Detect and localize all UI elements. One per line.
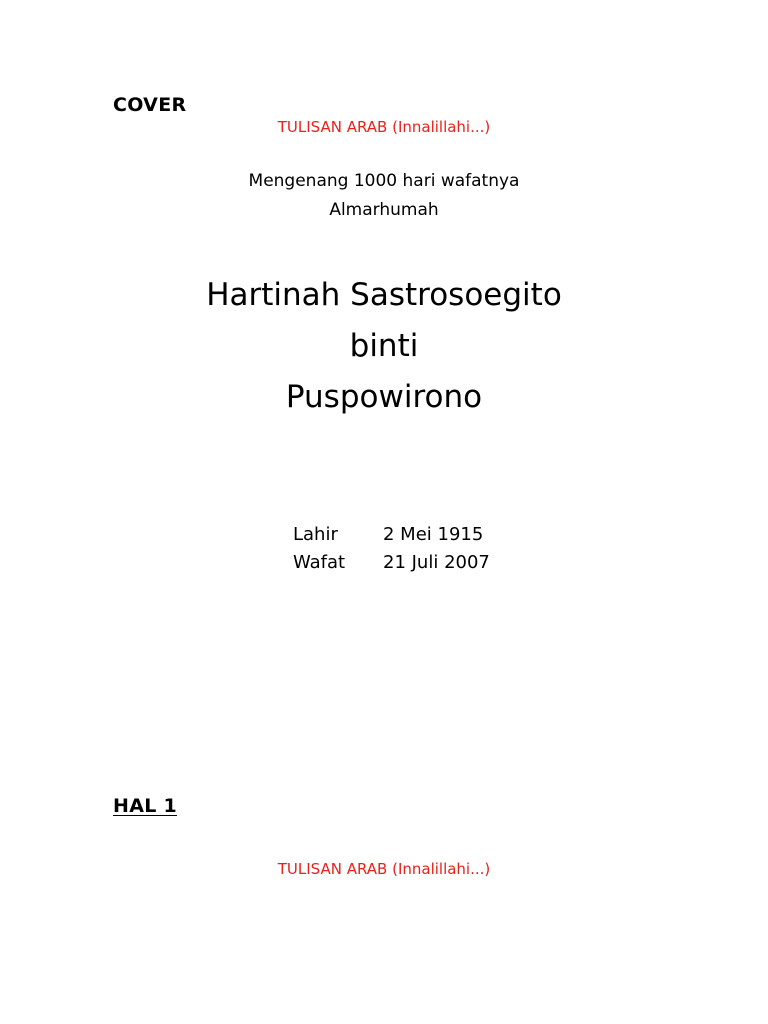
commemoration-line-2: Almarhumah [329, 200, 439, 220]
father-name: Puspowirono [285, 379, 483, 415]
cover-heading: COVER [113, 94, 187, 116]
page-1-heading: HAL 1 [113, 795, 178, 817]
birth-row [293, 521, 483, 549]
death-date: 21 Juli 2007 [383, 552, 490, 573]
cover-arabic-note: TULISAN ARAB (Innalillahi...) [277, 118, 491, 136]
name-binti: binti [349, 328, 419, 364]
death-row [293, 549, 490, 577]
birth-date: 2 Mei 1915 [383, 524, 484, 545]
commemoration-line-1: Mengenang 1000 hari wafatnya [248, 171, 520, 191]
deceased-name: Hartinah Sastrosoegito [206, 277, 562, 313]
death-label: Wafat [293, 552, 346, 573]
page-1-arabic-note: TULISAN ARAB (Innalillahi...) [277, 860, 491, 878]
birth-label: Lahir [293, 524, 338, 545]
